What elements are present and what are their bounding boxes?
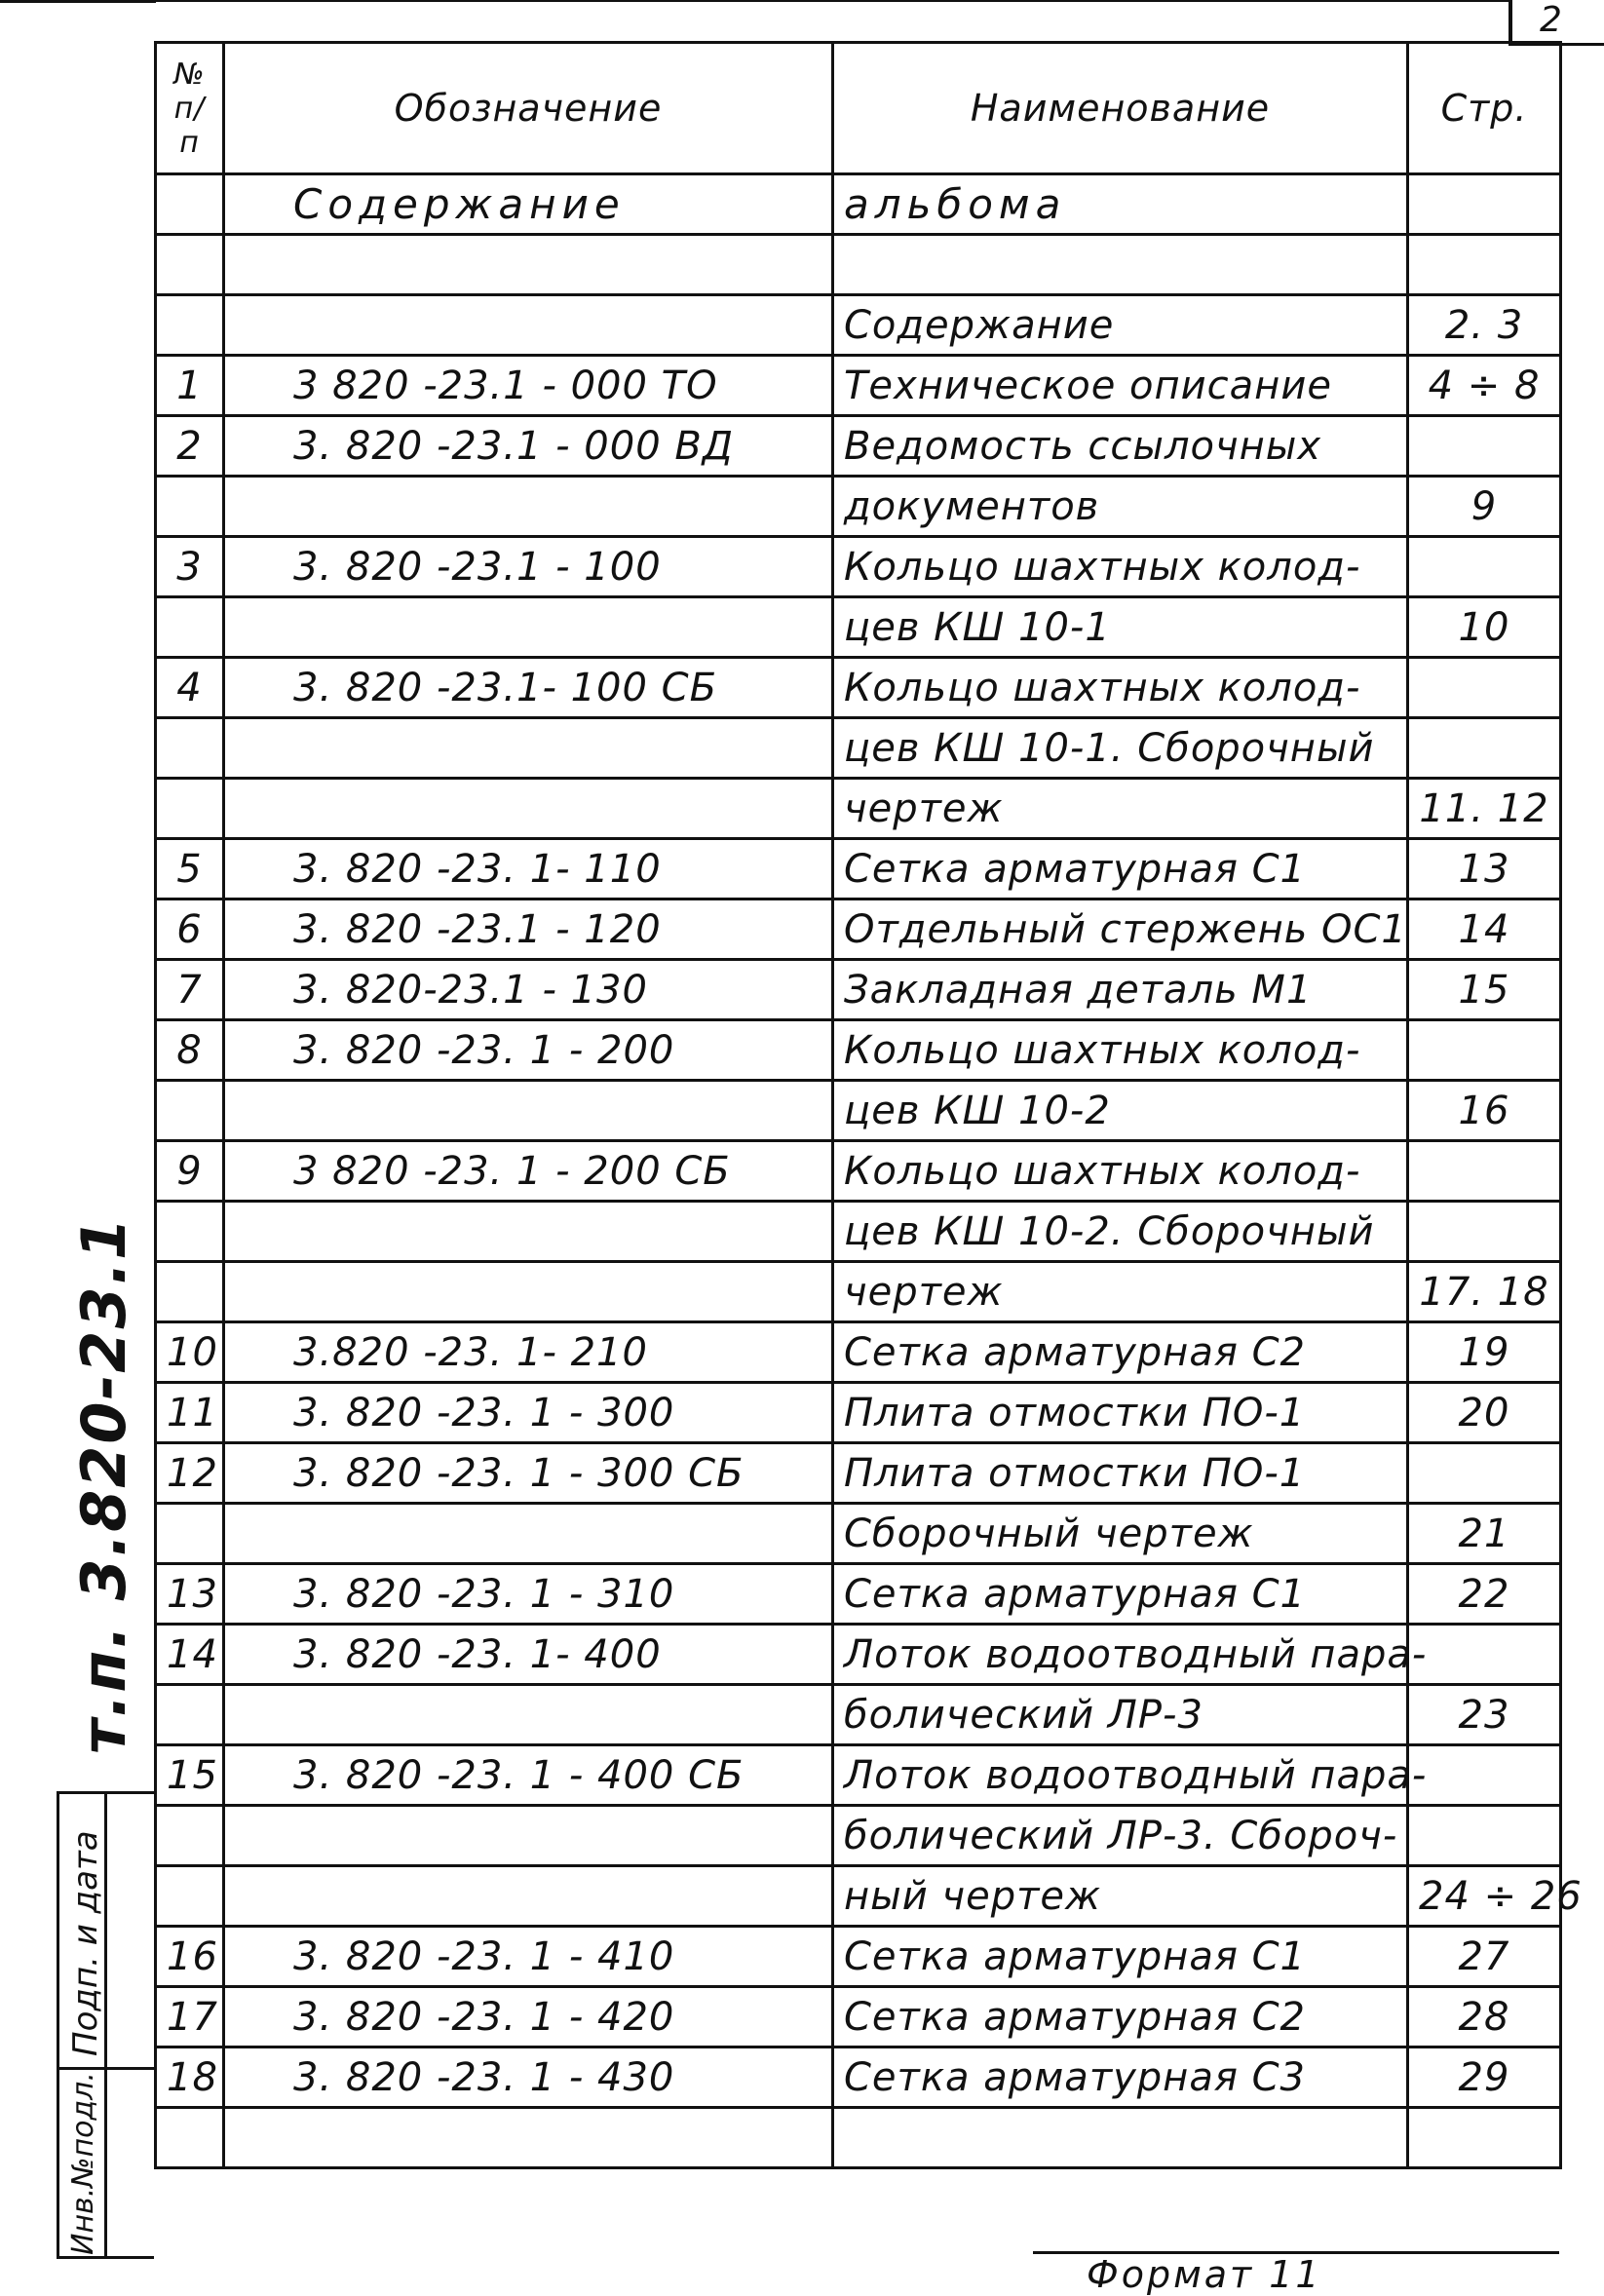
table-row (156, 779, 1561, 839)
row-page: 22 (1408, 1564, 1561, 1625)
table-row (156, 1504, 1561, 1564)
row-num: 10 (156, 1322, 224, 1383)
table-row (156, 1262, 1561, 1322)
table-row (156, 899, 1561, 960)
row-name: альбома (833, 174, 1408, 235)
row-page (1408, 2108, 1561, 2168)
row-num: 7 (156, 960, 224, 1020)
row-page (1408, 174, 1561, 235)
album-code: т.п. 3.820-23.1 (68, 1215, 139, 1754)
row-designation: 3. 820 -23.1 - 120 (224, 899, 833, 960)
row-num (156, 1504, 224, 1564)
row-name: Отдельный стержень ОС1 (833, 899, 1408, 960)
top-rule (151, 0, 1510, 2)
row-name: цев КШ 10-2. Сборочный (833, 1202, 1408, 1262)
table-row (156, 1685, 1561, 1745)
sign-date-label: Подп. и дата (66, 1830, 105, 2056)
row-designation (224, 2108, 833, 2168)
row-page (1408, 1625, 1561, 1685)
row-page (1408, 235, 1561, 295)
table-row (156, 416, 1561, 477)
row-num (156, 1685, 224, 1745)
row-page: 11. 12 (1408, 779, 1561, 839)
inv-number-label: Инв.№подл. (66, 2072, 100, 2255)
row-designation (224, 1081, 833, 1141)
row-name: Ведомость ссылочных (833, 416, 1408, 477)
row-page: 2. 3 (1408, 295, 1561, 356)
row-name: Лоток водоотводный пара- (833, 1745, 1408, 1806)
table-row (156, 295, 1561, 356)
row-name: болический ЛР-3. Сбороч- (833, 1806, 1408, 1866)
row-page (1408, 416, 1561, 477)
row-name: Плита отмостки ПО-1 (833, 1383, 1408, 1443)
row-num (156, 1081, 224, 1141)
top-rule-left (0, 0, 156, 3)
row-designation (224, 718, 833, 779)
row-designation (224, 1685, 833, 1745)
contents-table (154, 41, 1583, 2169)
row-designation: 3. 820 -23.1 - 000 ВД (224, 416, 833, 477)
format-label: Формат 11 (1087, 2253, 1322, 2296)
header-designation: Обозначение (224, 43, 833, 174)
row-name: цев КШ 10-1. Сборочный (833, 718, 1408, 779)
row-designation: 3. 820 -23. 1 - 410 (224, 1927, 833, 1987)
row-page: 23 (1408, 1685, 1561, 1745)
row-designation (224, 1262, 833, 1322)
row-designation: 3 820 -23. 1 - 200 СБ (224, 1141, 833, 1202)
row-num: 13 (156, 1564, 224, 1625)
row-designation: Содержание (224, 174, 833, 235)
row-designation (224, 1806, 833, 1866)
row-num (156, 235, 224, 295)
row-name (833, 235, 1408, 295)
row-num: 12 (156, 1443, 224, 1504)
row-designation: 3. 820 -23.1- 100 СБ (224, 658, 833, 718)
header-page: Стр. (1408, 43, 1561, 174)
row-page (1408, 1806, 1561, 1866)
row-page (1408, 1202, 1561, 1262)
table-row (156, 718, 1561, 779)
row-num: 5 (156, 839, 224, 899)
row-designation: 3. 820 -23. 1 - 430 (224, 2047, 833, 2108)
row-name: Кольцо шахтных колод- (833, 537, 1408, 597)
row-designation: 3. 820 -23.1 - 100 (224, 537, 833, 597)
row-designation: 3. 820 -23. 1 - 400 СБ (224, 1745, 833, 1806)
row-page: 4 ÷ 8 (1408, 356, 1561, 416)
row-designation: 3. 820 -23. 1 - 310 (224, 1564, 833, 1625)
table-row (156, 477, 1561, 537)
row-designation (224, 235, 833, 295)
row-num (156, 295, 224, 356)
row-num: 4 (156, 658, 224, 718)
row-name: Сетка арматурная С1 (833, 1927, 1408, 1987)
table-row (156, 235, 1561, 295)
row-page: 15 (1408, 960, 1561, 1020)
table-row (156, 960, 1561, 1020)
row-name: цев КШ 10-2 (833, 1081, 1408, 1141)
row-name: Кольцо шахтных колод- (833, 1141, 1408, 1202)
row-page: 24 ÷ 26 (1408, 1866, 1561, 1927)
table-row (156, 1745, 1561, 1806)
row-num: 11 (156, 1383, 224, 1443)
row-name: Сетка арматурная С1 (833, 839, 1408, 899)
row-designation (224, 1866, 833, 1927)
row-name: Лоток водоотводный пара- (833, 1625, 1408, 1685)
row-name: Сетка арматурная С3 (833, 2047, 1408, 2108)
row-name: ный чертеж (833, 1866, 1408, 1927)
row-designation: 3. 820 -23. 1 - 300 (224, 1383, 833, 1443)
row-page: 29 (1408, 2047, 1561, 2108)
header-name: Наименование (833, 43, 1408, 174)
row-name: Закладная деталь М1 (833, 960, 1408, 1020)
table-row (156, 537, 1561, 597)
table-row (156, 1806, 1561, 1866)
table-row (156, 1927, 1561, 1987)
row-designation: 3. 820 -23. 1 - 300 СБ (224, 1443, 833, 1504)
side-stamp-divider (59, 2067, 154, 2070)
table-row (156, 356, 1561, 416)
row-designation: 3. 820 -23. 1 - 420 (224, 1987, 833, 2047)
row-page: 14 (1408, 899, 1561, 960)
row-page (1408, 1141, 1561, 1202)
table-row (156, 1564, 1561, 1625)
row-num: 8 (156, 1020, 224, 1081)
row-name: Сетка арматурная С2 (833, 1987, 1408, 2047)
row-num: 18 (156, 2047, 224, 2108)
row-page: 28 (1408, 1987, 1561, 2047)
table-row (156, 1383, 1561, 1443)
row-num (156, 2108, 224, 2168)
row-num (156, 1806, 224, 1866)
row-num: 14 (156, 1625, 224, 1685)
header-num: № п/п (156, 43, 224, 174)
row-page (1408, 718, 1561, 779)
table-row (156, 1081, 1561, 1141)
row-page: 10 (1408, 597, 1561, 658)
row-designation: 3. 820 -23. 1- 400 (224, 1625, 833, 1685)
row-num: 17 (156, 1987, 224, 2047)
row-designation (224, 295, 833, 356)
row-num: 9 (156, 1141, 224, 1202)
row-num: 2 (156, 416, 224, 477)
table-row (156, 597, 1561, 658)
row-designation: 3. 820 -23. 1 - 200 (224, 1020, 833, 1081)
table-row (156, 1987, 1561, 2047)
row-designation (224, 477, 833, 537)
table-row (156, 1020, 1561, 1081)
row-page: 9 (1408, 477, 1561, 537)
row-page (1408, 537, 1561, 597)
row-page: 21 (1408, 1504, 1561, 1564)
row-designation (224, 597, 833, 658)
table-row (156, 1866, 1561, 1927)
row-name: цев КШ 10-1 (833, 597, 1408, 658)
row-num (156, 1866, 224, 1927)
row-name: Кольцо шахтных колод- (833, 658, 1408, 718)
table-row (156, 174, 1561, 235)
row-page: 17. 18 (1408, 1262, 1561, 1322)
row-designation (224, 1504, 833, 1564)
row-designation (224, 1202, 833, 1262)
table-row (156, 2047, 1561, 2108)
row-num (156, 477, 224, 537)
row-page: 16 (1408, 1081, 1561, 1141)
row-num (156, 597, 224, 658)
row-num: 15 (156, 1745, 224, 1806)
table-row (156, 1322, 1561, 1383)
table-row (156, 1625, 1561, 1685)
row-num: 16 (156, 1927, 224, 1987)
row-name: Кольцо шахтных колод- (833, 1020, 1408, 1081)
row-name: Содержание (833, 295, 1408, 356)
row-num: 1 (156, 356, 224, 416)
row-page (1408, 1745, 1561, 1806)
row-name: болический ЛР-3 (833, 1685, 1408, 1745)
row-name: документов (833, 477, 1408, 537)
row-num (156, 1262, 224, 1322)
table-row (156, 1443, 1561, 1504)
row-page (1408, 1020, 1561, 1081)
table-row (156, 658, 1561, 718)
table-header-row (156, 43, 1561, 174)
row-designation: 3.820 -23. 1- 210 (224, 1322, 833, 1383)
row-designation: 3. 820-23.1 - 130 (224, 960, 833, 1020)
row-designation: 3. 820 -23. 1- 110 (224, 839, 833, 899)
row-num (156, 174, 224, 235)
page-number: 2 (1540, 0, 1562, 40)
row-num: 3 (156, 537, 224, 597)
row-name: Плита отмостки ПО-1 (833, 1443, 1408, 1504)
row-page (1408, 1443, 1561, 1504)
row-name: Сетка арматурная С1 (833, 1564, 1408, 1625)
row-page: 20 (1408, 1383, 1561, 1443)
row-name: чертеж (833, 1262, 1408, 1322)
row-name: Техническое описание (833, 356, 1408, 416)
row-num (156, 718, 224, 779)
row-name (833, 2108, 1408, 2168)
row-page: 19 (1408, 1322, 1561, 1383)
row-page: 13 (1408, 839, 1561, 899)
table-body (156, 174, 1583, 2168)
row-page (1408, 658, 1561, 718)
row-name: Сборочный чертеж (833, 1504, 1408, 1564)
table-row (156, 839, 1561, 899)
table-row (156, 2108, 1561, 2168)
row-num (156, 1202, 224, 1262)
row-name: Сетка арматурная С2 (833, 1322, 1408, 1383)
row-designation: 3 820 -23.1 - 000 ТО (224, 356, 833, 416)
row-designation (224, 779, 833, 839)
row-num: 6 (156, 899, 224, 960)
row-num (156, 779, 224, 839)
table-row (156, 1141, 1561, 1202)
row-name: чертеж (833, 779, 1408, 839)
table-row (156, 1202, 1561, 1262)
row-page: 27 (1408, 1927, 1561, 1987)
